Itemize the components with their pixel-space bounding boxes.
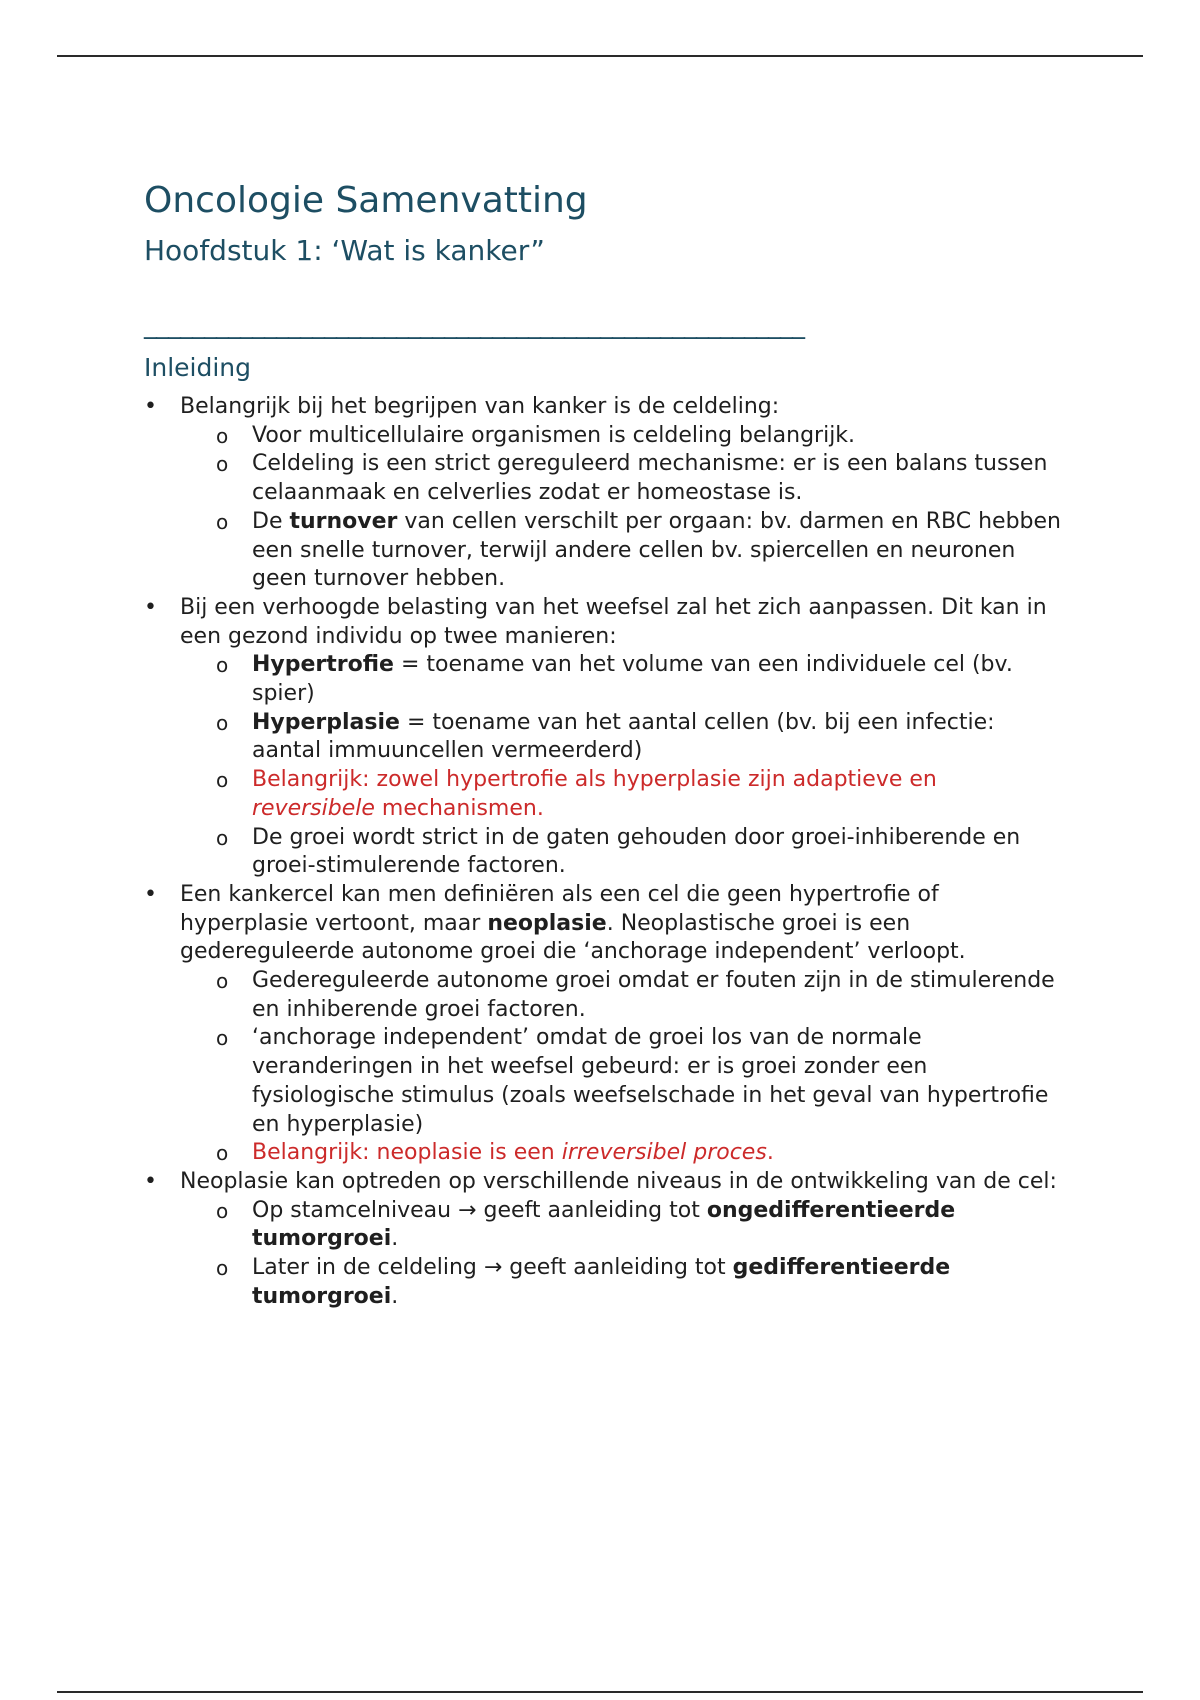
sub-item-text: Gedereguleerde autonome groei omdat er fouten zijn in de stimulerende en inhiberende groei factoren. [252,968,1055,1022]
bullet-icon: • [144,394,157,419]
highlight-text: . [766,1140,774,1166]
sub-list [180,967,1064,1168]
sub-item [216,1254,1064,1311]
sub-item [216,824,1064,881]
item-text: Neoplasie kan optreden op verschillende niveaus in de ontwikkeling van de cel: [180,1168,1057,1194]
sub-bullet-icon: o [216,768,229,793]
highlight-text: mechanismen. [374,795,544,821]
sub-bullet-icon: o [216,509,229,534]
bold-term: gedifferentieerde tumorgroei [252,1255,951,1309]
sub-item-text: = toename van het volume van een individuele cel (bv. spier) [252,652,1013,707]
sub-item-text: De [252,508,290,534]
sub-item [216,1024,1064,1139]
sub-item [216,422,1064,451]
sub-item [216,967,1064,1024]
sub-item-text: . [391,1226,399,1252]
sub-item-text: = toename van het aantal cellen (bv. bij een infectie: aantal immuuncellen vermeerderd) [252,709,995,764]
sub-item [216,766,1064,823]
sub-bullet-icon: o [216,452,229,477]
item-text: Een kankercel kan men definiëren als een cel die geen hypertrofie of hyperplasie vertoont, maar [180,881,939,936]
sub-bullet-icon: o [216,653,229,678]
bullet-icon: • [144,881,157,907]
section-heading: Inleiding [144,353,252,382]
header-rule [57,55,1143,57]
footer-rule [57,1691,1143,1693]
bold-term: turnover [289,508,398,534]
sub-item [216,450,1064,507]
highlight-text: Belangrijk: neoplasie is een [252,1140,562,1166]
highlight-italic: irreversibel proces [561,1140,767,1166]
bold-term: Hypertrofie [252,652,394,678]
sub-bullet-icon: o [216,423,229,448]
sub-bullet-icon: o [216,1256,229,1281]
chapter-subtitle: Hoofdstuk 1: ‘Wat is kanker” [144,234,545,267]
sub-item-text: . [391,1283,399,1309]
document-body [144,175,1064,1312]
bullet-list [144,393,1064,1312]
sub-item-text: ‘anchorage independent’ omdat de groei los van de normale veranderingen in het weefsel gebeurd: er is groei zonder een fysiologische stimulus (zoals weefselschade in het geval van hypertrofie en hyperplasie) [252,1025,1049,1137]
sub-item-text: Later in de celdeling → geeft aanleiding tot [252,1255,733,1281]
sub-item-text: van cellen verschilt per orgaan: bv. darmen en RBC hebben een snelle turnover, terwijl andere cellen bv. spiercellen en neuronen geen turnover hebben. [252,508,1061,592]
sub-item-text: Op stamcelniveau → geeft aanleiding tot [252,1197,707,1223]
sub-item [216,508,1064,594]
sub-bullet-icon: o [216,969,229,994]
separator-line: _______________________________________________________ [144,310,804,340]
sub-list [180,422,1064,594]
sub-item [216,709,1064,766]
list-item [144,594,1064,881]
bullet-icon: • [144,1168,157,1194]
list-item [144,881,1064,1168]
bullet-icon: • [144,594,157,620]
sub-list [180,651,1064,881]
bold-term: neoplasie [487,910,607,936]
list-item [144,1168,1064,1312]
bold-term: Hyperplasie [252,709,400,735]
sub-item-text: Voor multicellulaire organismen is celdeling belangrijk. [252,422,856,448]
highlight-text: Belangrijk: zowel hypertrofie als hyperplasie zijn adaptieve en [252,767,937,793]
list-item [144,393,1064,594]
sub-item [216,1139,1064,1168]
sub-item [216,1197,1064,1254]
document-title: Oncologie Samenvatting [144,180,588,221]
sub-list [180,1197,1064,1312]
sub-bullet-icon: o [216,710,229,735]
sub-item-text: Celdeling is een strict gereguleerd mechanisme: er is een balans tussen celaanmaak en celverlies zodat er homeostase is. [252,451,1048,506]
sub-bullet-icon: o [216,825,229,850]
sub-item [216,651,1064,708]
sub-item-text: De groei wordt strict in de gaten gehouden door groei-inhiberende en groei-stimulerende factoren. [252,824,1021,879]
sub-bullet-icon: o [216,1026,229,1051]
sub-bullet-icon: o [216,1198,229,1223]
highlight-italic: reversibele [252,795,375,821]
sub-bullet-icon: o [216,1141,229,1166]
bold-term: ongedifferentieerde tumorgroei [252,1197,956,1252]
item-text: Bij een verhoogde belasting van het weefsel zal het zich aanpassen. Dit kan in een gezond individu op twee manieren: [180,594,1047,649]
item-text: Belangrijk bij het begrijpen van kanker is de celdeling: [180,394,780,419]
item-text: . Neoplastische groei is een gedereguleerde autonome groei die ‘anchorage independent’ verloopt. [180,910,966,965]
